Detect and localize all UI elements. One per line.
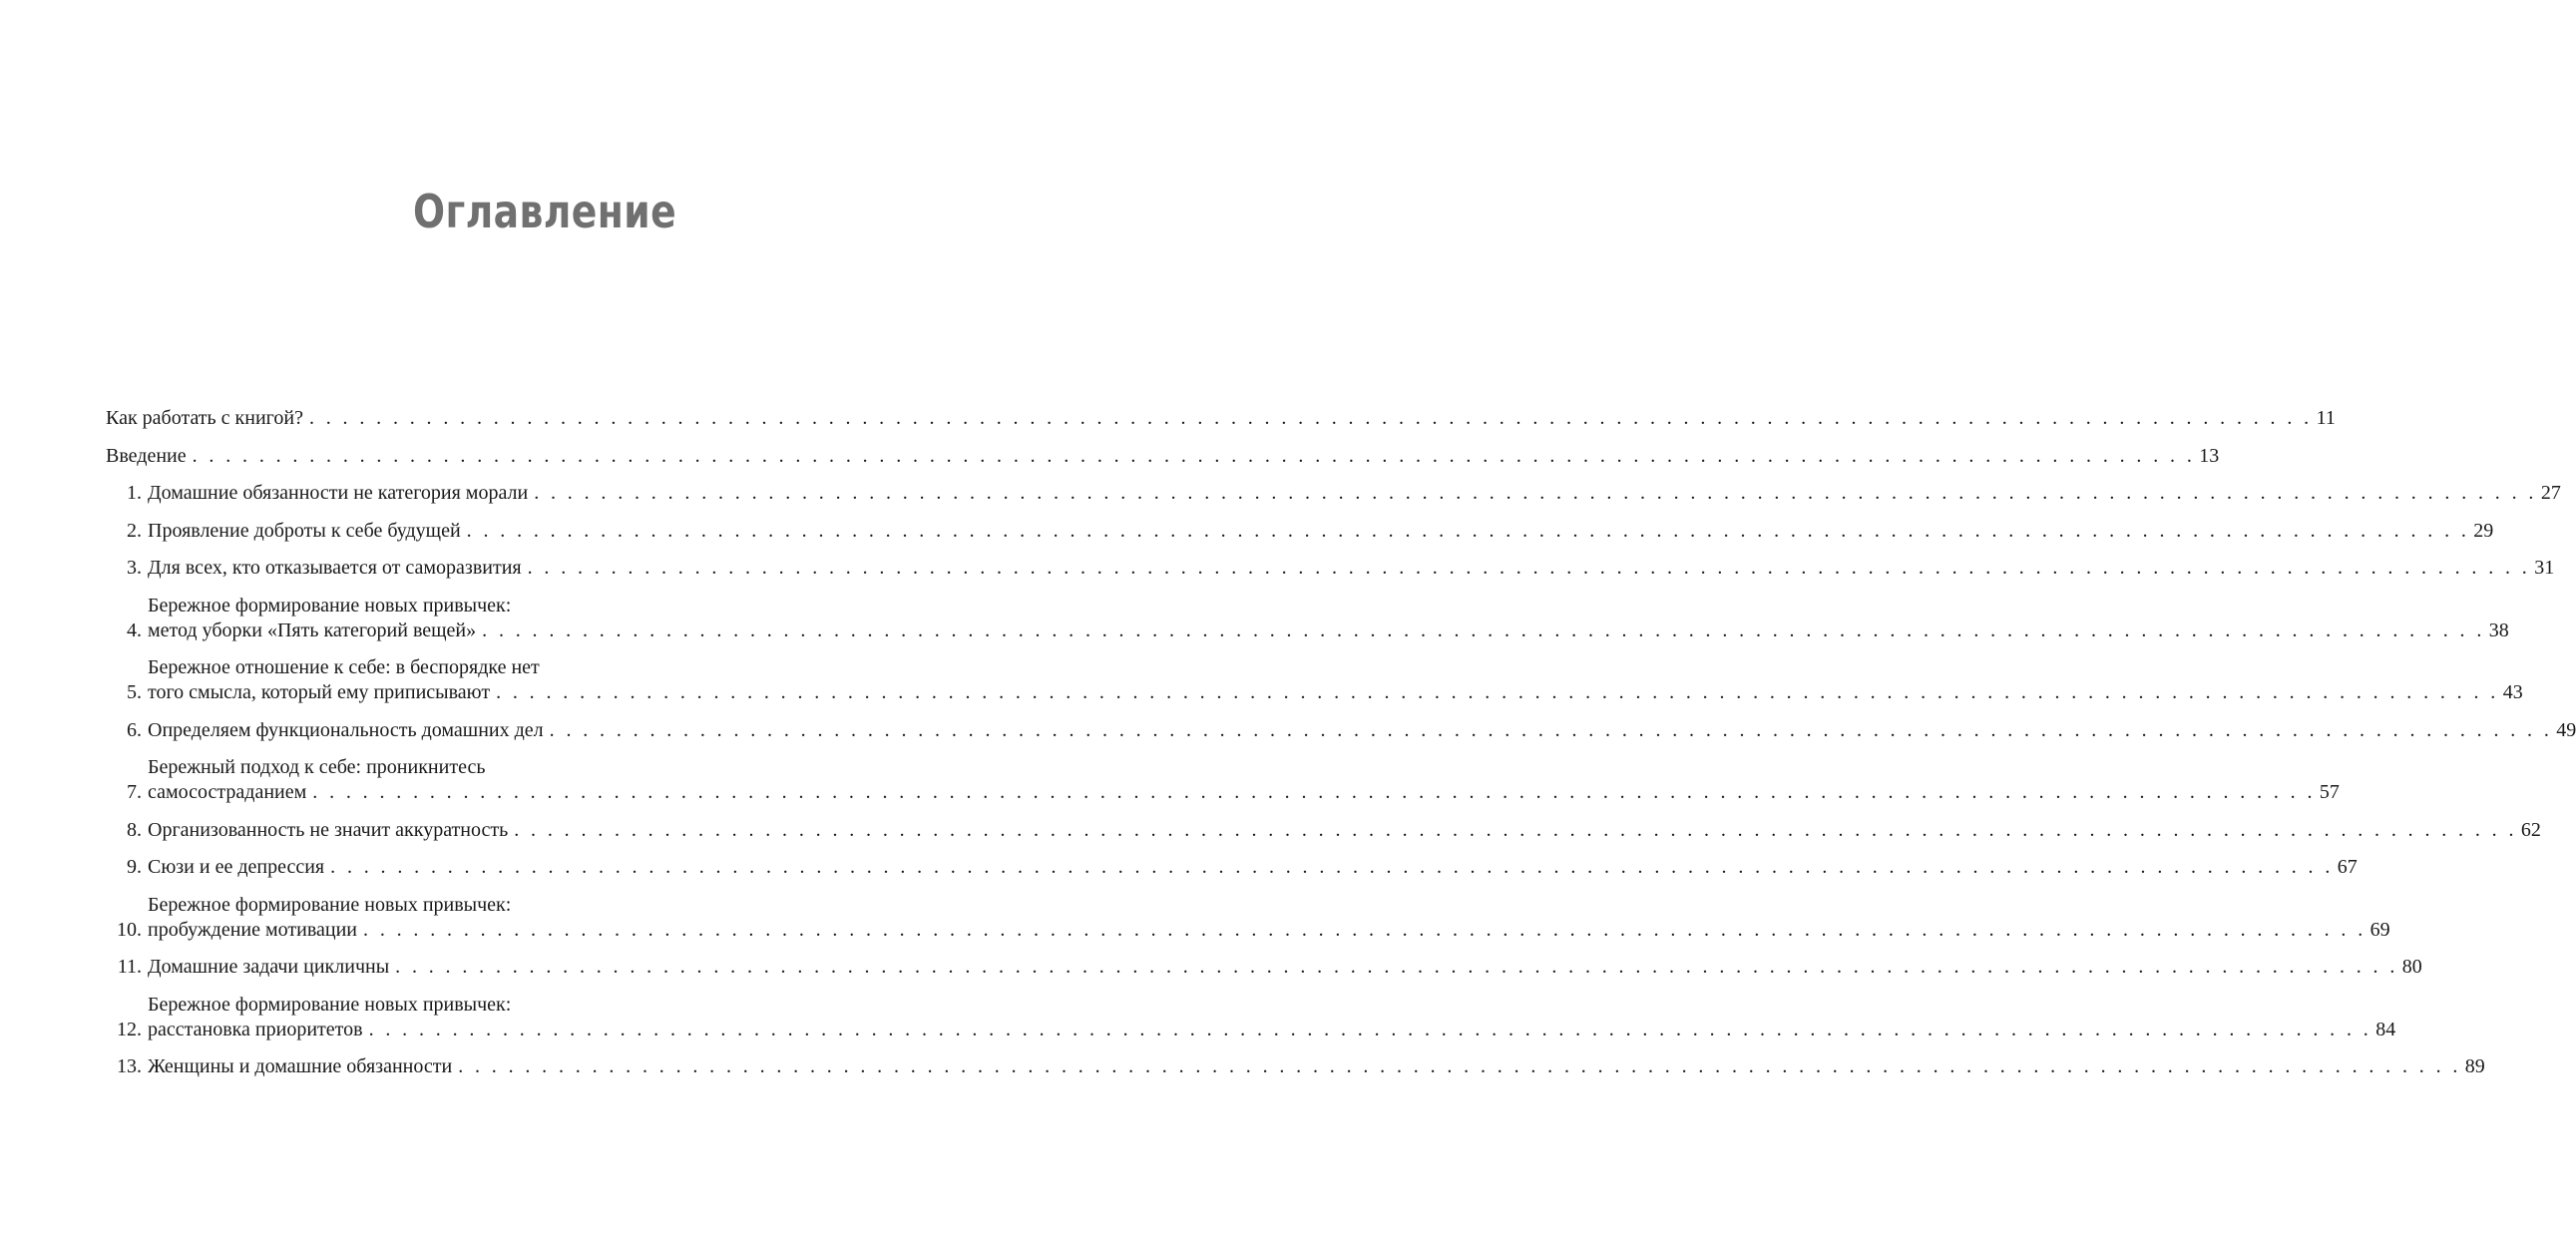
toc-entry-body	[148, 481, 2561, 506]
toc-entry-number: 7.	[127, 781, 142, 803]
toc-entry-title-line1: Бережное формирование новых привычек:	[148, 993, 512, 1016]
toc-entry[interactable]	[106, 818, 2541, 843]
toc-entry-number: 9.	[127, 856, 142, 878]
toc-entry-body	[148, 855, 2358, 880]
table-of-contents	[106, 406, 2576, 1092]
toc-dot-leader: . . . . . . . . . . . . . . . . . . . . . . . . . . . . . . . . . . . . . . . . . . . . . . . . . . . . . . . . . . . . . . . . . . . . . . . . . . . . . . . . . . . . . . . . . . . . . . . . . . . . . . . . . . . . . . . . . . . . . . . .	[482, 618, 2485, 641]
toc-entry-page-number: 43	[2502, 681, 2523, 703]
toc-entry-number: 2.	[127, 519, 142, 542]
toc-entry-number: 4.	[127, 618, 142, 641]
toc-entry-body	[148, 1054, 2485, 1079]
toc-entry-page-number: 84	[2375, 1018, 2396, 1040]
toc-entry-number: 3.	[127, 557, 142, 579]
toc-entry-page-number: 29	[2473, 519, 2494, 542]
toc-entry[interactable]	[106, 855, 2358, 880]
toc-entry-body	[148, 718, 2576, 743]
toc-entry-page-number: 69	[2369, 918, 2390, 941]
toc-entry-title: Проявление доброты к себе будущей	[148, 519, 461, 542]
toc-entry-title-line1: Бережное формирование новых привычек:	[148, 594, 512, 617]
toc-entry-body	[148, 818, 2541, 843]
toc-entry-page-number: 31	[2534, 557, 2555, 579]
toc-entry-title: пробуждение мотивации	[148, 918, 358, 941]
toc-dot-leader: . . . . . . . . . . . . . . . . . . . . . . . . . . . . . . . . . . . . . . . . . . . . . . . . . . . . . . . . . . . . . . . . . . . . . . . . . . . . . . . . . . . . . . . . . . . . . . . . . . . . . . . . . . . . . . . . . . . . . . . .	[192, 444, 2196, 467]
toc-entry-number: 13.	[117, 1055, 142, 1077]
toc-entry-body	[148, 655, 2523, 705]
toc-entry-title: метод уборки «Пять категорий вещей»	[148, 618, 477, 641]
toc-entry-title: Домашние обязанности не категория морали	[148, 482, 529, 504]
page-title: Оглавление	[412, 185, 676, 238]
toc-dot-leader: . . . . . . . . . . . . . . . . . . . . . . . . . . . . . . . . . . . . . . . . . . . . . . . . . . . . . . . . . . . . . . . . . . . . . . . . . . . . . . . . . . . . . . . . . . . . . . . . . . . . . . . . . . . . . . . . . . . . . . . .	[395, 956, 2398, 978]
toc-entry-title: расстановка приоритетов	[148, 1018, 363, 1040]
toc-dot-leader: . . . . . . . . . . . . . . . . . . . . . . . . . . . . . . . . . . . . . . . . . . . . . . . . . . . . . . . . . . . . . . . . . . . . . . . . . . . . . . . . . . . . . . . . . . . . . . . . . . . . . . . . . . . . . . . . . . . . . . . .	[527, 557, 2531, 579]
toc-entry-number: 5.	[127, 681, 142, 703]
toc-entry-number: 11.	[117, 956, 142, 978]
toc-entry-number: 1.	[127, 482, 142, 504]
toc-entry-title: Домашние задачи цикличны	[148, 956, 390, 978]
toc-entry-title: Для всех, кто отказывается от саморазвития	[148, 557, 522, 579]
toc-entry-body	[148, 893, 2390, 943]
toc-entry-body	[148, 594, 2509, 643]
toc-entry-body	[148, 755, 2340, 805]
toc-entry-page-number: 49	[2556, 718, 2576, 741]
toc-dot-leader: . . . . . . . . . . . . . . . . . . . . . . . . . . . . . . . . . . . . . . . . . . . . . . . . . . . . . . . . . . . . . . . . . . . . . . . . . . . . . . . . . . . . . . . . . . . . . . . . . . . . . . . . . . . . . . . . . . . . . . . .	[368, 1018, 2372, 1040]
toc-dot-leader: . . . . . . . . . . . . . . . . . . . . . . . . . . . . . . . . . . . . . . . . . . . . . . . . . . . . . . . . . . . . . . . . . . . . . . . . . . . . . . . . . . . . . . . . . . . . . . . . . . . . . . . . . . . . . . . . . . . . . . . .	[466, 519, 2470, 542]
toc-entry-title: Организованность не значит аккуратность	[148, 818, 509, 841]
toc-entry-title: самосостраданием	[148, 781, 307, 803]
toc-entry[interactable]	[106, 444, 2220, 469]
toc-entry-page-number: 62	[2520, 818, 2541, 841]
toc-entry[interactable]	[106, 655, 2523, 705]
toc-entry-page-number: 27	[2540, 482, 2561, 504]
toc-entry[interactable]	[106, 519, 2494, 544]
toc-entry-title-line1: Бережное формирование новых привычек:	[148, 893, 512, 916]
toc-entry-number: 8.	[127, 818, 142, 841]
toc-entry-number: 10.	[117, 918, 142, 941]
toc-entry[interactable]	[106, 556, 2555, 581]
toc-entry-body	[148, 556, 2555, 581]
toc-entry[interactable]	[106, 955, 2422, 980]
toc-dot-leader: . . . . . . . . . . . . . . . . . . . . . . . . . . . . . . . . . . . . . . . . . . . . . . . . . . . . . . . . . . . . . . . . . . . . . . . . . . . . . . . . . . . . . . . . . . . . . . . . . . . . . . . . . . . . . . . . . . . . . . . .	[496, 681, 2499, 703]
toc-entry-page-number: 67	[2337, 856, 2358, 878]
toc-entry[interactable]	[106, 481, 2561, 506]
toc-entry-page-number: 89	[2464, 1055, 2485, 1077]
toc-dot-leader: . . . . . . . . . . . . . . . . . . . . . . . . . . . . . . . . . . . . . . . . . . . . . . . . . . . . . . . . . . . . . . . . . . . . . . . . . . . . . . . . . . . . . . . . . . . . . . . . . . . . . . . . . . . . . . . . . . . . . . . .	[549, 718, 2553, 741]
toc-entry-body	[148, 955, 2422, 980]
toc-entry-title-line1: Бережный подход к себе: проникнитесь	[148, 756, 486, 778]
toc-entry-page-number: 38	[2488, 618, 2509, 641]
toc-entry-page-number: 11	[2316, 407, 2336, 429]
toc-entry-title: Женщины и домашние обязанности	[148, 1055, 453, 1077]
toc-entry-body	[148, 519, 2494, 544]
toc-entry[interactable]	[106, 406, 2336, 431]
toc-entry-title: Определяем функциональность домашних дел	[148, 718, 544, 741]
toc-dot-leader: . . . . . . . . . . . . . . . . . . . . . . . . . . . . . . . . . . . . . . . . . . . . . . . . . . . . . . . . . . . . . . . . . . . . . . . . . . . . . . . . . . . . . . . . . . . . . . . . . . . . . . . . . . . . . . . . . . . . . . . .	[363, 918, 2366, 941]
toc-entry-body	[106, 406, 2336, 431]
toc-entry-body	[148, 993, 2396, 1042]
toc-entry[interactable]	[106, 594, 2509, 643]
toc-entry[interactable]	[106, 718, 2576, 743]
toc-dot-leader: . . . . . . . . . . . . . . . . . . . . . . . . . . . . . . . . . . . . . . . . . . . . . . . . . . . . . . . . . . . . . . . . . . . . . . . . . . . . . . . . . . . . . . . . . . . . . . . . . . . . . . . . . . . . . . . . . . . . . . . .	[514, 818, 2517, 841]
toc-entry[interactable]	[106, 893, 2390, 943]
toc-entry-title: Введение	[106, 444, 187, 467]
toc-dot-leader: . . . . . . . . . . . . . . . . . . . . . . . . . . . . . . . . . . . . . . . . . . . . . . . . . . . . . . . . . . . . . . . . . . . . . . . . . . . . . . . . . . . . . . . . . . . . . . . . . . . . . . . . . . . . . . . . . . . . . . . .	[330, 856, 2334, 878]
toc-entry-body	[106, 444, 2220, 469]
toc-entry[interactable]	[106, 755, 2340, 805]
toc-entry-title: того смысла, который ему приписывают	[148, 681, 491, 703]
toc-entry-page-number: 13	[2199, 444, 2220, 467]
toc-dot-leader: . . . . . . . . . . . . . . . . . . . . . . . . . . . . . . . . . . . . . . . . . . . . . . . . . . . . . . . . . . . . . . . . . . . . . . . . . . . . . . . . . . . . . . . . . . . . . . . . . . . . . . . . . . . . . . . . . . . . . . . .	[458, 1055, 2461, 1077]
toc-entry-title: Сюзи и ее депрессия	[148, 856, 325, 878]
toc-dot-leader: . . . . . . . . . . . . . . . . . . . . . . . . . . . . . . . . . . . . . . . . . . . . . . . . . . . . . . . . . . . . . . . . . . . . . . . . . . . . . . . . . . . . . . . . . . . . . . . . . . . . . . . . . . . . . . . . . . . . . . . .	[308, 407, 2313, 429]
toc-entry[interactable]	[106, 993, 2396, 1042]
toc-entry-number: 12.	[117, 1018, 142, 1040]
toc-dot-leader: . . . . . . . . . . . . . . . . . . . . . . . . . . . . . . . . . . . . . . . . . . . . . . . . . . . . . . . . . . . . . . . . . . . . . . . . . . . . . . . . . . . . . . . . . . . . . . . . . . . . . . . . . . . . . . . . . . . . . . . .	[534, 482, 2537, 504]
toc-entry-title: Как работать с книгой?	[106, 407, 303, 429]
toc-entry-title-line1: Бережное отношение к себе: в беспорядке нет	[148, 656, 540, 678]
toc-dot-leader: . . . . . . . . . . . . . . . . . . . . . . . . . . . . . . . . . . . . . . . . . . . . . . . . . . . . . . . . . . . . . . . . . . . . . . . . . . . . . . . . . . . . . . . . . . . . . . . . . . . . . . . . . . . . . . . . . . . . . . . .	[312, 781, 2316, 803]
toc-entry-number: 6.	[127, 718, 142, 741]
toc-entry-page-number: 80	[2401, 956, 2422, 978]
toc-entry[interactable]	[106, 1054, 2485, 1079]
toc-entry-page-number: 57	[2319, 781, 2340, 803]
